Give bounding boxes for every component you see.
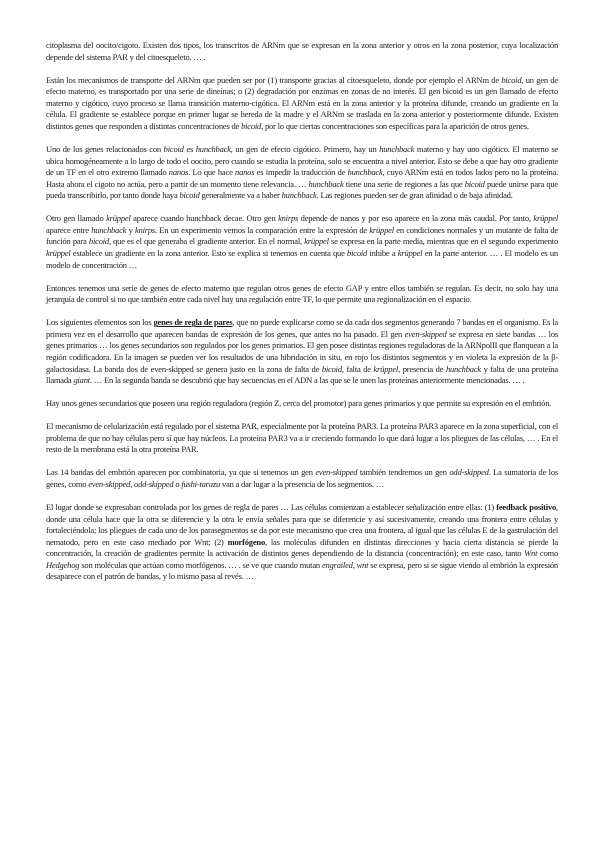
text-run: materno y hay uno cigótico. El materno se ubica homogéneamente a lo largo de todo el oocito, pero cuando se estudia la proteína, solo se encuentra a nivel anterior. Esto se debe a que hay otro gradiente de un TF en el otro extremo llamado	[46, 143, 559, 178]
text-run: inhibe a	[367, 248, 398, 259]
emphasized-term: even-skipped	[404, 328, 447, 339]
text-run: El lugar donde se expresaban controlada por los genes de regla de pares … Las células comienzan a establecer señalización entre ellas: (1)	[46, 501, 497, 512]
text-run: , un gen de efecto materno, es transportado por una serie de dineínas; o (2) degradación por enzimas en zonas de no interés. El gen bicoid es un gen llamado de efecto materno y cigótico, cuyo proceso se llama transición materno-cigótica. El ARNm está en la zona anterior y la proteína difunde, creando un gradiente en la célula. El gradiente se establece porque en primer lugar se hereda de la madre y el ARNm se traslada en la zona anterior y posteriormente difunde. Existen distintos genes que responden a distintas concentraciones de	[46, 74, 558, 131]
emphasized-term: Hedgehog	[46, 559, 80, 570]
paragraph-2	[46, 75, 558, 133]
text-run: son moléculas que actúan como morfógenos. … . se ve que cuando mutan	[79, 559, 322, 570]
emphasized-term: krüppel	[106, 213, 131, 224]
emphasized-term: hunchback	[379, 143, 415, 154]
emphasized-term: bicoid	[179, 190, 200, 201]
text-run: Hay unos genes secundarios que poseen una región reguladora (región Z, cerca del promotor) para genes primarios y que permite su expresión en el embrión.	[46, 398, 552, 409]
emphasized-term: hunchback	[308, 178, 344, 189]
text-run: , cuyo ARNm está en todos lados pero no la proteína. Hasta ahora el cigoto no actúa, pero a partir de un momento tiene relevancia. …	[46, 167, 559, 189]
emphasized-term: krüppel	[533, 213, 558, 224]
emphasized-term: krüppel	[304, 236, 329, 247]
text-run: citoplasma del oocito/cigoto. Existen dos tipos, los transcritos de ARNm que se expresan en la zona anterior y otros en la zona posterior, cuya localización depende del sistema PAR y del citoesqueleto. … .	[46, 40, 558, 62]
emphasized-term: Wnt	[524, 548, 538, 559]
text-run: El mecanismo de celularización está regulado por el sistema PAR, especialmente por la proteína PAR3. La proteína PAR3 aparece en la zona superficial, con el problema de que no hay células pero sí que hay núcleos. La proteína PAR3 va a ir creciendo formando lo que dará lugar a los pliegues de las células, … . En el resto de la membrana está la otra proteína PAR.	[46, 421, 558, 455]
text-run: Otro gen llamado	[46, 213, 107, 224]
paragraph-6	[46, 317, 558, 387]
text-run: , las moléculas difunden en distintas direcciones y hacia cierta distancia se pierde la concentración, la creación de gradientes permite la activación de distintos genes dependiendo de la distancia (concentración); en este caso, tanto	[46, 536, 559, 559]
text-run: . En un experimento vemos la comparación entre la expresión de	[155, 224, 370, 235]
text-run: Están los mecanismos de transporte del ARNm que pueden ser por (1) transporte gracias al citoesqueleto, donde por ejemplo el ARNm de	[46, 74, 502, 85]
emphasized-term: fushi-tarazu	[181, 478, 221, 489]
paragraph-8	[46, 421, 558, 456]
text-run: . Las regiones pueden ser de gran afinidad o de baja afinidad.	[316, 190, 513, 201]
emphasized-term: hunchback	[347, 167, 383, 178]
text-run: . Lo que hace	[188, 167, 236, 178]
emphasized-term: bicoid	[501, 74, 522, 85]
text-run: aparece entre	[46, 224, 92, 235]
text-run: , presencia de	[398, 363, 446, 374]
paragraph-5	[46, 283, 558, 306]
text-run: , por lo que ciertas concentraciones son específicas para la aparición de otros genes.	[261, 120, 529, 131]
paragraph-4	[46, 213, 558, 271]
text-run: establece un gradiente en la zona anterior. Esto se explica si tenemos en cuenta que	[70, 248, 348, 259]
paragraph-9	[46, 467, 558, 490]
text-run: se expresa en siete bandas … los genes primarios … los genes secundarios son regulados por los genes primarios. El gen posee distintas regiones reguladoras de la ARNpolII que flanquean a la región codificadora. En la imagen se pueden ver los resultados de una hibridación in situ, en rojo los distintos segmentos y en violeta la expresión de la β-galactosidasa. La banda dos de even-skipped se genera justo en la zona de falta de	[46, 328, 559, 374]
text-run: Los siguientes elementos son los	[46, 317, 154, 328]
paragraph-10	[46, 502, 558, 583]
text-run: ,	[352, 559, 357, 570]
emphasized-term: odd-skipped	[449, 467, 489, 478]
emphasized-term: hunchback	[281, 190, 317, 201]
emphasized-term: hunchback	[91, 224, 127, 235]
emphasized-term: krüppel	[397, 248, 423, 259]
text-run: y	[126, 224, 135, 235]
emphasized-term: nanos	[168, 167, 189, 178]
text-run: puede unirse para que pueda transcribirlo, por tanto donde haya	[46, 178, 558, 201]
text-run: ,	[130, 478, 135, 489]
text-run: depende de nanos y por eso aparece en la zona más caudal. Por tanto,	[298, 213, 534, 224]
text-run: Las 14 bandas del embrión aparecen por combinatoria, ya que si tenemos un gen	[46, 467, 316, 478]
document-body	[46, 40, 558, 583]
emphasized-term: morfógeno	[227, 536, 265, 547]
paragraph-1	[46, 40, 558, 63]
emphasized-term: bicoid	[321, 363, 342, 374]
emphasized-term: odd-skipped	[134, 478, 174, 489]
emphasized-term: hunchback	[445, 363, 481, 374]
emphasized-term: genes de regla de pares	[153, 317, 233, 328]
text-run: aparece cuando hunchback decae. Otro gen	[130, 213, 279, 224]
text-run: generalmente va a haber	[199, 190, 282, 201]
paragraph-7	[46, 398, 558, 410]
emphasized-term: nanos	[235, 167, 255, 178]
emphasized-term: knirps	[134, 224, 156, 235]
emphasized-term: krüppel	[369, 224, 394, 235]
text-run: también tendremos un gen	[357, 467, 450, 478]
emphasized-term: hunchback	[195, 143, 231, 154]
text-run: es	[183, 143, 196, 154]
text-run: es impedir la traducción de	[254, 167, 348, 178]
emphasized-term: wnt	[356, 559, 369, 570]
emphasized-term: bicoid	[163, 143, 184, 154]
text-run: , un gen de efecto cigótico. Primero, hay un	[230, 143, 380, 154]
text-run: , donde una célula hace que la otra se diferencie y la otra le envía señales para que se diferencie y así sucesivamente, creando una frontera entre células y fortaleciéndola; los pliegues de cada uno de los parasegmentos se da por este mecanismo que crea una frontera, al igual que las células E de la gastrulación del nematodo, pero en este caso mediado por Wnt; (2)	[46, 501, 558, 547]
text-run: , que es el que generaba el gradiente anterior. En el normal,	[108, 236, 305, 247]
emphasized-term: even-skipped	[315, 467, 358, 478]
emphasized-term: bicoid	[88, 236, 109, 247]
text-run: van a dar lugar a la presencia de los segmentos. …	[220, 478, 385, 489]
text-run: Entonces tenemos una serie de genes de efecto materno que regulan otros genes de efecto GAP y entre ellos también se regulan. Es decir, no solo hay una jerarquía de control si no que también entre cada nivel hay una regulación entre TF, lo que permite una regionalización en el espacio.	[46, 282, 558, 305]
text-run: tiene una serie de regiones a las que	[343, 178, 465, 189]
emphasized-term: giant	[73, 375, 90, 386]
text-run: y falta de una proteína llamada	[46, 363, 559, 386]
emphasized-term: bicoid	[241, 120, 262, 131]
text-run: . La sumatoria de los genes, como	[46, 467, 558, 489]
text-run: Uno de los genes relacionados con	[46, 143, 164, 154]
text-run: . … En la segunda banda se descubrió que hay secuencias en el ADN a las que se le unen las proteínas anteriormente mencionadas. … .	[89, 375, 525, 386]
emphasized-term: bicoid	[347, 248, 368, 259]
emphasized-term: engrailed	[321, 559, 353, 570]
text-run: como	[537, 548, 559, 559]
text-run: en condiciones normales y un mutante de falta de función para	[46, 224, 558, 247]
text-run: o	[173, 478, 182, 489]
text-run: en la parte anterior. … . El modelo es un modelo de concentración …	[46, 248, 558, 270]
emphasized-term: even-skipped	[88, 478, 131, 489]
text-run: se expresa, pero si se sigue viendo al embrión la expresión desaparece con el patrón de bandas, y lo mismo pasa al revés. …	[46, 559, 558, 582]
emphasized-term: krüppel	[373, 363, 399, 374]
text-run: , que no puede explicarse como se da cada dos segmentos generando 7 bandas en el organismo. Es la primera vez en el desarrollo que aparecen bandas de expresión de los genes, que antes no ha pasado. El gen	[46, 317, 558, 339]
emphasized-term: bicoid	[464, 178, 485, 189]
text-run: , falta de	[341, 363, 374, 374]
emphasized-term: krüppel	[46, 248, 71, 259]
paragraph-3	[46, 144, 558, 202]
text-run: se expresa en la parte media, mientras que en el segundo experimento	[328, 236, 558, 247]
emphasized-term: feedback positivo	[496, 501, 557, 512]
emphasized-term: knirps	[278, 213, 299, 224]
